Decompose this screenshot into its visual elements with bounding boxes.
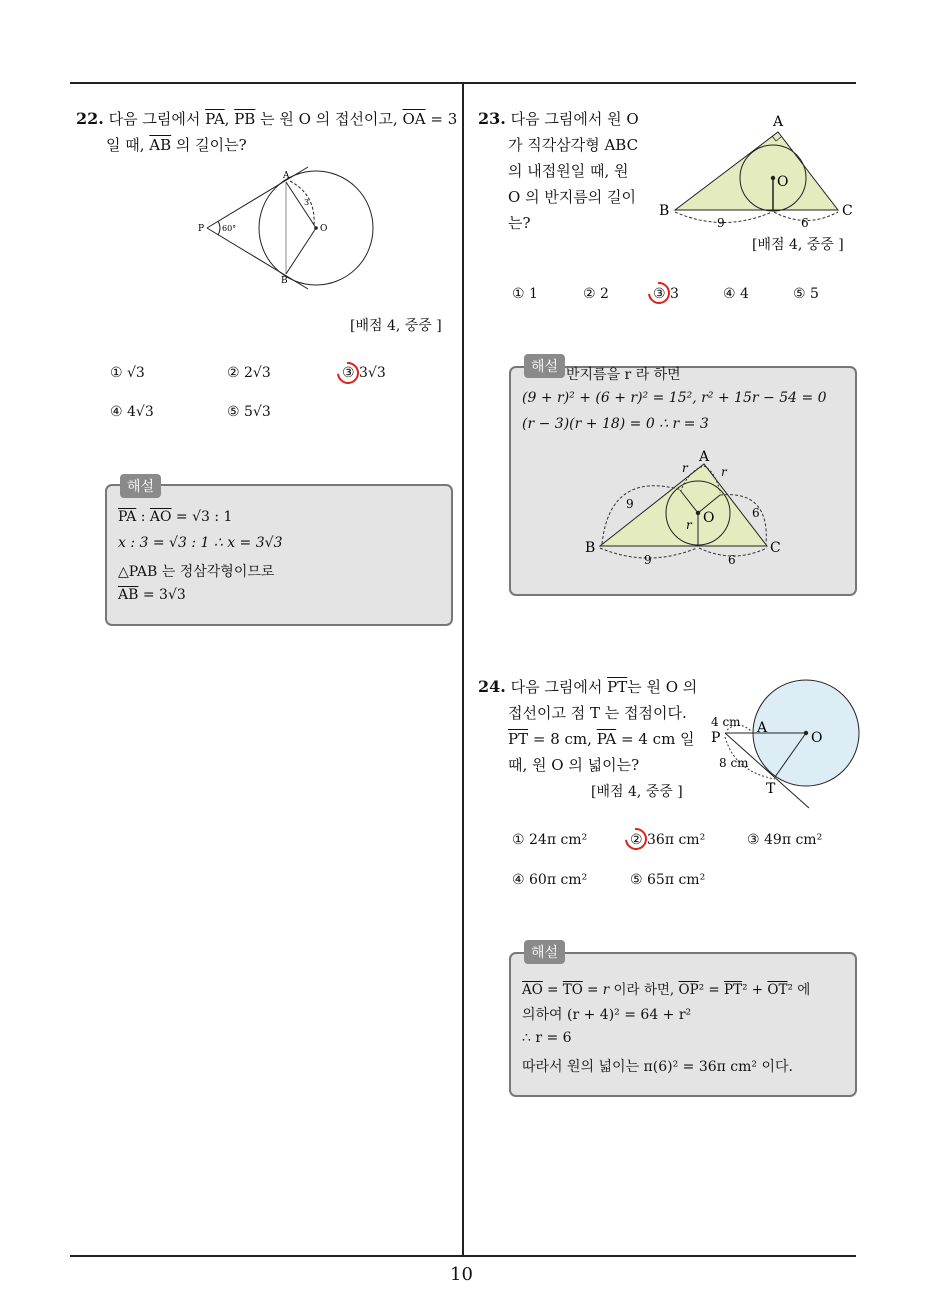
q22-label-angle: 60° <box>222 224 237 233</box>
q22-solution-tag: 해설 <box>120 474 161 498</box>
page-number: 10 <box>450 1264 473 1285</box>
q22-number: 22. <box>76 109 104 128</box>
q23-solution-line-3: (r − 3)(r + 18) = 0 ∴ r = 3 <box>522 416 709 432</box>
q23-choice-2[interactable]: ② 2 <box>583 286 609 302</box>
q22-choice-1[interactable]: ① √3 <box>110 365 145 381</box>
q24-choice-3[interactable]: ③ 49π cm² <box>747 832 823 848</box>
q24-label-4cm: 4 cm <box>711 715 741 729</box>
q23-sol-label-b: B <box>585 540 596 556</box>
q24-label-p: P <box>711 730 721 746</box>
q22-choice-4[interactable]: ④ 4√3 <box>110 404 154 420</box>
q23-label-o: O <box>777 174 789 190</box>
q23-sol-label-a: A <box>699 449 710 465</box>
q24-solution-line-4: 따라서 원의 넓이는 π(6)² = 36π cm² 이다. <box>522 1059 793 1075</box>
q22-solution-line-2: x : 3 = √3 : 1 ∴ x = 3√3 <box>118 535 283 551</box>
q23-sol-label-o: O <box>703 510 715 526</box>
q24-text: 24. 다음 그림에서 $\overline{PT}$는 원 O 의 접선이고 점 T 는 접점이다. $\overline{PT} = 8$ cm, $\overline{PA} = 4$ cm 일 때, 원 O 의 넓이는? <box>478 677 698 774</box>
q23-sol-label-c: C <box>770 540 781 556</box>
q24-label-a: A <box>757 720 768 736</box>
q22-score: [배점 4, 중중 ] <box>350 318 442 334</box>
q22-answer-mark <box>333 358 364 389</box>
q23-score: [배점 4, 중중 ] <box>752 237 844 253</box>
q24-number: 24. <box>478 677 506 696</box>
q23-sol-label-r1: r <box>686 518 692 532</box>
q23-number: 23. <box>478 109 506 128</box>
q22-choice-5[interactable]: ⑤ 5√3 <box>227 404 271 420</box>
q24-answer-mark <box>621 824 652 855</box>
q23-label-9: 9 <box>717 216 725 230</box>
q23-choice-4[interactable]: ④ 4 <box>723 286 749 302</box>
q22-label-p: P <box>198 224 205 234</box>
q23-answer-mark <box>644 278 675 309</box>
q24-solution-line-1: $\overline{AO} = \overline{TO} = r$ 이라 하면, $\overline{OP}^2 = \overline{PT}^2 + \overline{OT}^2$ 에 <box>522 982 811 998</box>
q24-solution-line-2: 의하여 (r + 4)² = 64 + r² <box>522 1007 692 1023</box>
q22-solution-line-4: $\overline{AB} = 3√3$ <box>118 587 186 603</box>
q24-choice-2[interactable]: ② 36π cm² <box>630 832 706 848</box>
q23-sol-label-r3: r <box>721 465 727 479</box>
q22-label-radius: 3 <box>304 198 310 207</box>
q23-sol-label-r2: r <box>682 461 688 475</box>
q24-score: [배점 4, 중중 ] <box>591 784 683 800</box>
q23-figure <box>655 115 860 230</box>
q23-sol-label-9a: 9 <box>626 497 634 511</box>
q24-label-t: T <box>766 781 776 797</box>
q22-choice-2[interactable]: ② 2√3 <box>227 365 271 381</box>
q24-figure <box>705 680 865 810</box>
q23-solution-tag: 해설 <box>524 354 565 378</box>
q22-text: 22. 다음 그림에서 $\overline{PA}$, $\overline{PB}$ 는 원 O 의 접선이고, $\overline{OA} = 3$ 일 때, $\overline{AB}$ 의 길이는? <box>76 109 458 154</box>
q24-solution-tag: 해설 <box>524 940 565 964</box>
column-divider <box>462 84 464 1256</box>
q23-sol-label-6b: 6 <box>728 553 736 567</box>
q23-choice-5[interactable]: ⑤ 5 <box>793 286 819 302</box>
q22-solution-box <box>105 484 453 626</box>
q23-solution-figure <box>580 450 795 575</box>
q24-choice-1[interactable]: ① 24π cm² <box>512 832 588 848</box>
q24-solution-line-3: ∴ r = 6 <box>522 1030 572 1046</box>
q23-label-b: B <box>659 203 670 219</box>
q23-solution-line-1: 반지름을 r 라 하면 <box>566 367 681 383</box>
q22-choice-3[interactable]: ③ 3√3 <box>342 365 386 381</box>
q23-text: 23. 다음 그림에서 원 O 가 직각삼각형 ABC 의 내접원일 때, 원 O 의 반지름의 길이 는? <box>478 109 639 232</box>
q23-label-c: C <box>842 203 853 219</box>
q23-sol-label-6a: 6 <box>752 506 760 520</box>
q24-choice-4[interactable]: ④ 60π cm² <box>512 872 588 888</box>
bottom-rule <box>70 1255 856 1257</box>
q23-choice-1[interactable]: ① 1 <box>512 286 538 302</box>
q23-sol-label-9b: 9 <box>644 553 652 567</box>
q23-label-6: 6 <box>801 216 809 230</box>
q22-solution-line-3: △PAB 는 정삼각형이므로 <box>118 564 275 580</box>
q24-choice-5[interactable]: ⑤ 65π cm² <box>630 872 706 888</box>
q22-label-b: B <box>281 276 288 286</box>
q22-label-a: A <box>283 171 290 181</box>
q24-label-o: O <box>811 730 823 746</box>
q22-solution-line-1: $\overline{PA}$ : $\overline{AO} = √3$ : 1 <box>118 509 233 525</box>
q23-label-a: A <box>773 114 784 130</box>
q24-label-8cm: 8 cm <box>719 756 749 770</box>
q22-figure <box>190 165 370 290</box>
q22-label-o: O <box>320 224 328 234</box>
q23-solution-line-2: (9 + r)² + (6 + r)² = 15², r² + 15r − 54 = 0 <box>522 390 827 406</box>
q23-choice-3[interactable]: ③ 3 <box>653 286 679 302</box>
